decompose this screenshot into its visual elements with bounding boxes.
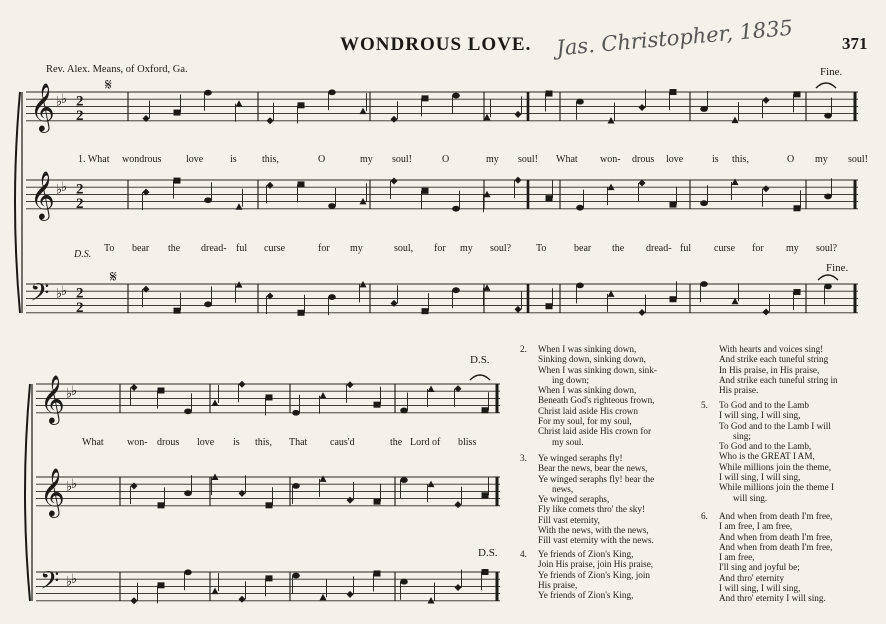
shape-note	[320, 392, 327, 399]
lyric-word: What	[82, 437, 104, 448]
lyric-word: drous	[157, 437, 180, 448]
verse-line: I am free, I am free,	[719, 521, 793, 532]
shape-note	[391, 116, 398, 123]
shape-note	[639, 104, 646, 111]
shape-note	[452, 287, 460, 293]
verse-line: While millions join the theme,	[719, 461, 832, 472]
shape-note	[452, 206, 460, 212]
lyric-word: 1. What	[78, 154, 110, 165]
verse-number: 4.	[520, 549, 527, 559]
system-brace	[25, 384, 30, 601]
time-signature: 2	[76, 195, 84, 212]
verse-line: I am free,	[719, 552, 755, 563]
verse-line: And thro' eternity	[719, 572, 784, 583]
shape-note	[546, 91, 553, 97]
lyric-word: curse	[264, 243, 286, 254]
verse-line: Who is the GREAT I AM,	[719, 451, 815, 462]
shape-note	[184, 569, 192, 575]
shape-note	[212, 399, 219, 406]
shape-note	[670, 89, 677, 95]
shape-note	[204, 197, 212, 203]
verse-line: To God and to the Lamb	[719, 400, 809, 410]
shape-note	[824, 194, 832, 200]
flat-sign: ♭	[61, 284, 68, 300]
shape-note	[267, 117, 274, 124]
flat-sign: ♭	[66, 386, 73, 402]
verse-line: His praise,	[538, 579, 578, 590]
shape-note	[400, 408, 408, 414]
verse-line: Join His praise, join His praise,	[538, 559, 654, 570]
lyric-word: my	[786, 243, 799, 254]
verse-number: 3.	[520, 453, 527, 463]
shape-note	[763, 97, 770, 104]
shape-note	[824, 284, 832, 290]
verse-line: When I was sinking down,	[538, 385, 637, 396]
lyric-word: this,	[732, 154, 749, 165]
verse-line: To God and to the Lamb I will	[719, 420, 831, 431]
verse-line: For my soul, for my soul,	[538, 416, 632, 427]
shape-note	[320, 594, 327, 601]
system-brace	[15, 92, 20, 313]
shape-note	[515, 177, 522, 184]
verse-line: Fill vast eternity,	[538, 514, 600, 525]
verse-line: Ye winged seraphs fly! bear the	[538, 473, 655, 484]
shape-note	[266, 502, 273, 508]
shape-note	[391, 178, 398, 185]
shape-note	[482, 407, 489, 413]
verse-line: With the news, with the news,	[538, 525, 649, 536]
shape-note	[328, 89, 336, 95]
verse-line: Beneath God's righteous frown,	[538, 395, 655, 406]
lyric-word: dread-	[646, 243, 672, 254]
lyric-word: my	[486, 154, 499, 165]
flat-sign: ♭	[71, 477, 78, 493]
verse-line: Fly like comets thro' the sky!	[538, 504, 646, 515]
shape-note	[374, 499, 381, 505]
shape-note	[347, 591, 354, 598]
shape-note	[422, 188, 429, 194]
lyric-word: caus'd	[330, 437, 355, 448]
verse-line: Bear the news, bear the news,	[538, 463, 648, 474]
lyric-word: the	[168, 243, 181, 254]
time-signature: 2	[76, 181, 84, 198]
shape-note	[292, 410, 300, 416]
shape-note	[131, 483, 138, 490]
shape-note	[158, 502, 165, 508]
lyric-word: of	[432, 437, 441, 448]
lyric-word: To	[104, 243, 115, 254]
verse-line: While millions join the theme I	[719, 482, 835, 493]
lyric-word: my	[460, 243, 473, 254]
shape-note	[482, 492, 489, 498]
shape-note	[292, 573, 300, 579]
lyric-word: is	[712, 154, 719, 165]
shape-note	[700, 106, 708, 112]
lyric-word: soul!	[518, 154, 538, 165]
segno-sign: 𝄋	[105, 75, 112, 94]
shape-note	[174, 110, 181, 116]
lyric-word: won-	[600, 154, 621, 165]
verse	[701, 400, 835, 503]
lyric-word: love	[666, 154, 684, 165]
verse	[701, 511, 833, 604]
treble-clef: 𝄞	[30, 169, 55, 219]
verse	[520, 344, 657, 447]
shape-note	[428, 386, 435, 393]
lyric-word: drous	[632, 154, 655, 165]
shape-note	[328, 294, 336, 300]
shape-note	[320, 475, 327, 482]
shape-note	[212, 588, 219, 595]
flat-sign: ♭	[66, 574, 73, 590]
verse-number: 2.	[520, 344, 527, 354]
verse-line: Ye friends of Zion's King,	[538, 549, 634, 559]
flat-sign: ♭	[66, 479, 73, 495]
lyric-word: dread-	[201, 243, 227, 254]
verse-line: And when from death I'm free,	[719, 511, 833, 521]
shape-note	[482, 569, 489, 575]
page-number: 371	[842, 34, 868, 53]
verse	[520, 549, 654, 601]
verse-line: news,	[552, 483, 574, 494]
treble-clef: 𝄞	[40, 466, 65, 516]
shape-note	[143, 286, 150, 293]
shape-note	[239, 381, 246, 388]
shape-note	[374, 402, 381, 408]
shape-note	[639, 179, 646, 186]
shape-note	[670, 296, 677, 302]
shape-note	[292, 483, 300, 489]
verse-line: In His praise, in His praise,	[719, 364, 820, 375]
shape-note	[174, 308, 181, 314]
shape-note	[576, 205, 584, 211]
verse-line: Christ laid aside His crown for	[538, 426, 652, 437]
shape-note	[763, 185, 770, 192]
lyric-word: bliss	[458, 437, 477, 448]
verse-line: When I was sinking down, sink-	[538, 364, 657, 375]
lyric-word: wondrous	[122, 154, 162, 165]
shape-note	[428, 597, 435, 604]
lyric-word: is	[230, 154, 237, 165]
shape-note	[700, 281, 708, 287]
shape-note	[236, 203, 243, 210]
hymn-title: WONDROUS LOVE.	[340, 34, 532, 55]
lyric-word: That	[289, 437, 308, 448]
verse-line: When I was sinking down,	[538, 344, 637, 354]
lyric-word: my	[360, 154, 373, 165]
ds-mark: D.S.	[478, 547, 498, 559]
fermata	[816, 83, 836, 88]
shape-note	[794, 205, 801, 211]
lyric-word: the	[612, 243, 625, 254]
verse-line: Christ laid aside His crown	[538, 405, 639, 416]
fermata	[470, 375, 490, 380]
shape-note	[546, 303, 553, 309]
shape-note	[184, 408, 192, 414]
shape-note	[204, 301, 212, 307]
lyric-word: soul!	[392, 154, 412, 165]
shape-note	[400, 579, 408, 585]
shape-note	[204, 90, 212, 96]
lyric-word: for	[752, 243, 764, 254]
lyric-word: Lord	[410, 437, 430, 448]
ds-lyric-mark: D.S.	[74, 249, 92, 260]
shape-note	[131, 384, 138, 391]
lyric-word: ful	[236, 243, 248, 254]
verse-line: Ye friends of Zion's King, join	[538, 569, 650, 580]
lyric-word: O	[442, 154, 450, 165]
shape-note	[515, 306, 522, 313]
shape-note	[360, 108, 367, 115]
lyric-word: ful	[680, 243, 692, 254]
shape-note	[239, 596, 246, 603]
verse-line: I will sing, I will sing,	[719, 472, 801, 483]
bass-clef: 𝄢	[40, 566, 60, 602]
verse-line: ing down;	[552, 374, 590, 385]
lyric-word: O	[318, 154, 326, 165]
verse-line: Ye winged seraphs,	[538, 494, 610, 505]
shape-note	[266, 394, 273, 400]
verse-line: my soul.	[552, 436, 584, 447]
shape-note	[174, 178, 181, 184]
shape-note	[576, 283, 584, 289]
verse-line: With hearts and voices sing!	[719, 344, 824, 354]
flat-sign: ♭	[71, 384, 78, 400]
fine-mark: Fine.	[820, 66, 843, 78]
verse-line: And thro' eternity I will sing.	[719, 593, 826, 604]
time-signature: 2	[76, 107, 84, 124]
treble-clef: 𝄞	[40, 373, 65, 423]
flat-sign: ♭	[56, 286, 63, 302]
verse-line: will sing.	[733, 492, 768, 503]
shape-note	[732, 178, 739, 185]
lyric-word: To	[536, 243, 547, 254]
shape-note	[639, 309, 646, 316]
shape-note	[794, 91, 801, 97]
shape-note	[184, 490, 192, 496]
verse-line: And when from death I'm free,	[719, 531, 833, 542]
shape-note	[670, 202, 677, 208]
lyric-word: my	[815, 154, 828, 165]
lyric-word: for	[434, 243, 446, 254]
lyric-word: What	[556, 154, 578, 165]
shape-note	[158, 582, 165, 588]
shape-note	[794, 289, 801, 295]
ds-mark: D.S.	[470, 354, 490, 366]
lyric-word: love	[186, 154, 204, 165]
verse-line: Ye winged seraphs fly!	[538, 453, 623, 463]
shape-note	[298, 181, 305, 187]
shape-note	[732, 117, 739, 124]
shape-note	[700, 200, 708, 206]
verse-line: I will sing, I will sing,	[719, 583, 801, 594]
verse-line: His praise.	[719, 385, 759, 396]
verse-number: 6.	[701, 511, 708, 521]
shape-note	[239, 490, 246, 497]
verse	[520, 453, 655, 546]
shape-note	[347, 381, 354, 388]
time-signature: 2	[76, 299, 84, 316]
verse-line: Fill vast eternity with the news.	[538, 535, 654, 546]
lyric-word: for	[318, 243, 330, 254]
shape-note	[455, 584, 462, 591]
lyric-word: is	[233, 437, 240, 448]
verse-line: And when from death I'm free,	[719, 541, 833, 552]
verse-line: sing;	[733, 430, 751, 441]
shape-note	[608, 117, 615, 124]
verse-line: And strike each tuneful string	[719, 354, 829, 365]
shape-note	[374, 571, 381, 577]
shape-note	[455, 501, 462, 508]
shape-note	[328, 203, 336, 209]
lyric-word: soul?	[490, 243, 512, 254]
shape-note	[576, 99, 584, 105]
segno-sign: 𝄋	[110, 267, 117, 286]
verse-line: And strike each tuneful string in	[719, 374, 838, 385]
shape-note	[347, 497, 354, 504]
time-signature: 2	[76, 93, 84, 110]
lyric-word: soul?	[816, 243, 838, 254]
lyric-word: soul!	[848, 154, 868, 165]
verse-number: 5.	[701, 400, 708, 410]
shape-note	[824, 113, 832, 119]
shape-note	[546, 195, 553, 201]
shape-note	[422, 95, 429, 101]
time-signature: 2	[76, 285, 84, 302]
shape-note	[298, 102, 305, 108]
shape-note	[400, 477, 408, 483]
flat-sign: ♭	[71, 572, 78, 588]
lyric-word: this,	[262, 154, 279, 165]
flat-sign: ♭	[56, 182, 63, 198]
verse-line: I'll sing and joyful be;	[719, 562, 800, 573]
lyric-word: curse	[714, 243, 736, 254]
lyric-word: bear	[132, 243, 150, 254]
verse-line: Sinking down, sinking down,	[538, 354, 646, 365]
lyric-word: love	[197, 437, 215, 448]
verse-line: Ye friends of Zion's King,	[538, 590, 634, 601]
verse	[719, 344, 838, 395]
shape-note	[763, 309, 770, 316]
verse-line: I will sing, I will sing,	[719, 410, 801, 421]
treble-clef: 𝄞	[30, 81, 55, 131]
lyric-word: the	[390, 437, 403, 448]
shape-note	[131, 597, 138, 604]
bass-clef: 𝄢	[30, 278, 50, 314]
flat-sign: ♭	[56, 94, 63, 110]
shape-note	[267, 182, 274, 189]
lyric-word: soul,	[394, 243, 414, 254]
shape-note	[452, 93, 460, 99]
shape-note	[298, 310, 305, 316]
fermata	[818, 275, 838, 280]
flat-sign: ♭	[61, 92, 68, 108]
shape-note	[158, 387, 165, 393]
handwritten-signature: Jas. Christopher, 1835	[555, 15, 794, 61]
shape-note	[266, 575, 273, 581]
shape-note	[236, 100, 243, 107]
flat-sign: ♭	[61, 180, 68, 196]
author-credit: Rev. Alex. Means, of Oxford, Ga.	[46, 64, 188, 75]
shape-note	[422, 308, 429, 314]
lyric-word: my	[350, 243, 363, 254]
lyric-word: O	[787, 154, 795, 165]
lyric-word: this,	[255, 437, 272, 448]
verse-line: To God and to the Lamb,	[719, 441, 812, 452]
lyric-word: won-	[127, 437, 148, 448]
shape-note	[515, 111, 522, 118]
fine-mark: Fine.	[826, 262, 849, 274]
lyric-word: bear	[574, 243, 592, 254]
